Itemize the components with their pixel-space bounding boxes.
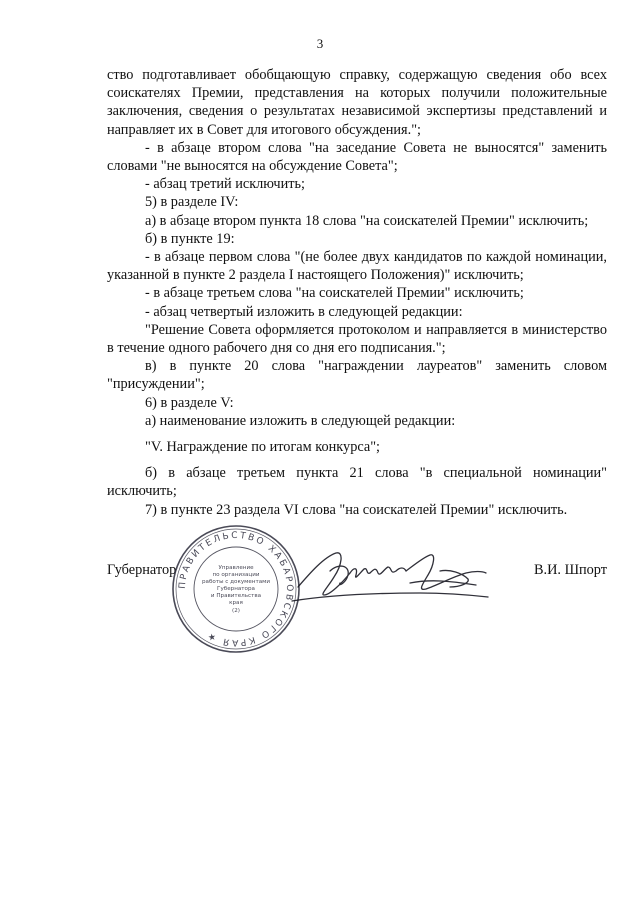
paragraph: б) в абзаце третьем пункта 21 слова "в специальной номинации" исключить; [107, 465, 607, 500]
paragraph: - абзац третий исключить; [145, 176, 306, 193]
paragraph: а) в абзаце втором пункта 18 слова "на соискателей Премии" исключить; [145, 212, 589, 229]
official-seal-stamp [170, 523, 302, 655]
signatory-position: Губернатор [107, 562, 177, 578]
svg-text:Губернатора: Губернатора [217, 586, 255, 592]
paragraph: - в абзаце первом слова "(не более двух кандидатов по каждой номинации, указанной в пункте 2 раздела I настоящего Положения)" исключить; [107, 249, 607, 284]
paragraph: а) наименование изложить в следующей редакции: [145, 412, 456, 429]
handwritten-signature [290, 543, 495, 615]
paragraph: 6) в разделе V: [145, 394, 234, 411]
svg-text:и Правительства: и Правительства [210, 593, 262, 599]
page-number: 3 [316, 36, 324, 51]
paragraph: 5) в разделе IV: [145, 194, 239, 211]
svg-text:ПРАВИТЕЛЬСТВО ХАБАРОВСКОГО КРА: ПРАВИТЕЛЬСТВО ХАБАРОВСКОГО КРАЯ ★ [177, 530, 295, 648]
paragraph: - абзац четвертый изложить в следующей редакции: [145, 303, 463, 320]
paragraph: 7) в пункте 23 раздела VI слова "на соискателей Премии" исключить. [145, 501, 568, 518]
paragraph-quote: "Решение Совета оформляется протоколом и направляется в министерство в течение одного рабочего дня со дня его подписания."; [107, 321, 607, 357]
paragraph-quote: "V. Награждение по итогам конкурса"; [145, 439, 381, 456]
svg-text:по организации: по организации [212, 572, 260, 578]
paragraph: б) в пункте 19: [145, 230, 235, 247]
document-body [107, 66, 607, 519]
svg-text:Управление: Управление [218, 565, 254, 571]
svg-text:(2): (2) [232, 608, 240, 614]
paragraph: - в абзаце третьем слова "на соискателей Премии" исключить; [145, 285, 524, 302]
svg-text:работы с документами: работы с документами [202, 579, 270, 585]
paragraph-continuation: ство подготавливает обобщающую справку, содержащую сведения обо всех соискателях Премии, представления на которых получили положительные заключения, сведения о результатах независимой экспертизы представлений и направляет их в Совет для итогового обсуждения."; [107, 67, 607, 138]
paragraph: - в абзаце втором слова "на заседание Совета не выносятся" заменить словами "не выносятся на обсуждение Совета"; [107, 139, 607, 175]
signatory-name: В.И. Шпорт [533, 562, 607, 578]
paragraph: в) в пункте 20 слова "награждении лауреатов" заменить словом "присуждении"; [107, 358, 607, 393]
svg-text:края: края [229, 600, 243, 606]
